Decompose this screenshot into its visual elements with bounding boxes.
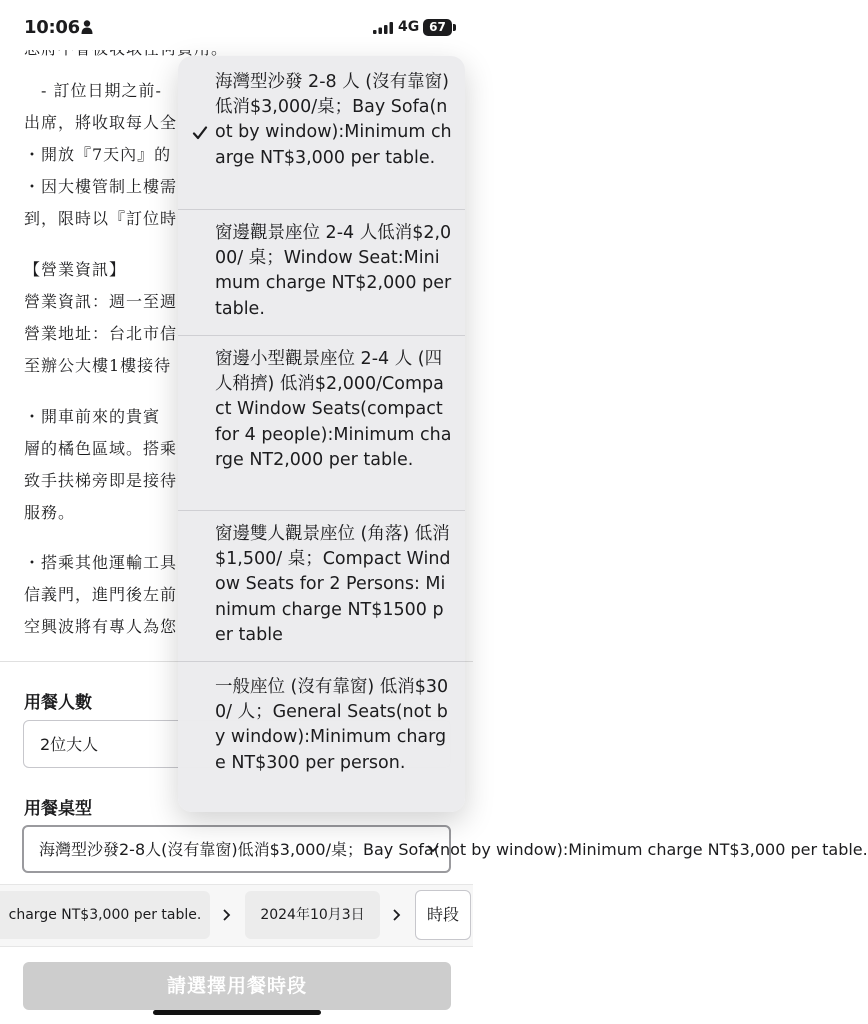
dropdown-option-label: 海灣型沙發 2-8 人 (沒有靠窗) 低消$3,000/桌；Bay Sofa(not by window):Minimum charge NT$3,000 per table. [215,72,452,168]
person-icon [81,20,93,34]
info-line: 信義門，進門後左前 [24,585,178,604]
dropdown-option-label: 一般座位 (沒有靠窗) 低消$300/ 人；General Seats(not by window):Minimum charge NT$300 per person. [215,677,449,773]
home-indicator [153,1010,321,1015]
info-line: 營業資訊：週一至週 [24,292,178,311]
dropdown-option-label: 窗邊觀景座位 2-4 人低消$2,000/ 桌；Window Seat:Minimum charge NT$2,000 per table. [215,223,452,319]
info-line: ・開車前來的貴賓 [24,407,161,426]
dropdown-option[interactable] [178,661,465,812]
network-label: 4G [398,19,420,35]
chevron-down-icon [427,842,439,854]
status-bar [0,0,473,50]
info-line: 到，限時以『訂位時 [24,209,178,228]
info-line: 服務。 [24,503,76,522]
info-line: ・搭乘其他運輸工具 [24,553,178,572]
battery-icon: 67 [423,19,452,36]
info-line: 至辦公大樓1樓接待 [24,356,172,375]
dropdown-option[interactable] [178,209,465,335]
battery-cap [453,24,456,31]
signal-bars-icon [373,22,393,34]
date-chip[interactable]: 2024年10月3日 [245,891,380,939]
dropdown-option[interactable] [178,510,465,661]
info-line: 出席，將收取每人全 [24,113,178,132]
select-time-button[interactable]: 請選擇用餐時段 [23,962,451,1010]
checkmark-icon [192,125,208,141]
info-line: ・開放『7天內』的 [24,145,172,164]
dropdown-option[interactable] [178,335,465,510]
party-size-select[interactable]: 2位大人 [23,720,451,768]
chevron-right-icon [392,907,402,923]
time-slot-chip[interactable]: 時段 [415,890,471,940]
dropdown-option-label: 窗邊小型觀景座位 2-4 人 (四人稍擠) 低消$2,000/Compact Window Seats(compact for 4 people):Minimum charge NT2,000 per table. [215,349,452,470]
info-line: 空興波將有專人為您 [24,617,178,636]
table-summary-chip[interactable]: charge NT$3,000 per table. [0,891,210,939]
info-line: - 訂位日期之前- [24,81,162,100]
info-line: 層的橘色區域。搭乘 [24,439,178,458]
table-type-select[interactable] [22,825,868,873]
info-line: ・因大樓管制上樓需 [24,177,178,196]
chevron-right-icon [222,907,232,923]
party-size-label: 用餐人數 [24,693,92,713]
dropdown-option-label: 窗邊雙人觀景座位 (角落) 低消$1,500/ 桌；Compact Window Seats for 2 Persons: Minimum charge NT$1500 per table [215,524,451,645]
status-time: 10:06 [24,17,80,38]
info-line: 【營業資訊】 [24,260,127,279]
table-type-label: 用餐桌型 [24,799,92,819]
table-type-value: 海灣型沙發2-8人(沒有靠窗)低消$3,000/桌；Bay Sofa(not by window):Minimum charge NT$3,000 per table. [39,840,868,859]
info-line: 營業地址：台北市信 [24,324,178,343]
info-line: 致手扶梯旁即是接待 [24,471,178,490]
dropdown-option-selected[interactable] [178,56,465,209]
table-type-dropdown [178,56,465,812]
